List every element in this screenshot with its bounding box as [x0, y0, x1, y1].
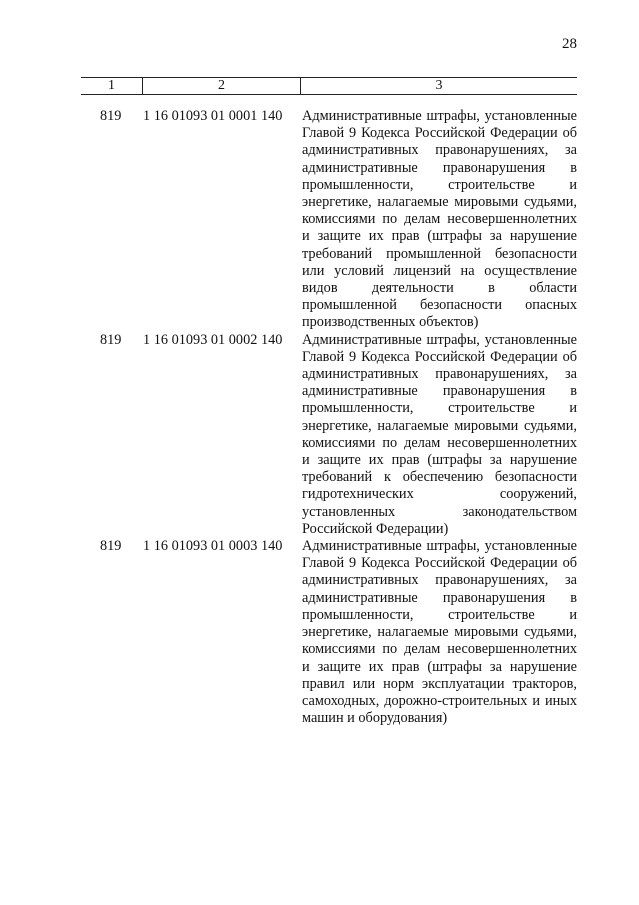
admin-code: 819 — [100, 331, 122, 348]
revenue-description: Административные штрафы, установленные Главой 9 Кодекса Российской Федерации об административных правонарушениях, за административные правонарушения в промышленности, строительстве и энергетике, налагаемые мировыми судьями, комиссиями по делам несовершеннолетних и защите их прав (штрафы за нарушение требований промышленной безопасности или условий лицензий на осуществление видов деятельности в области промышленной безопасности опасных производственных объектов) — [302, 108, 577, 331]
revenue-description: Административные штрафы, установленные Главой 9 Кодекса Российской Федерации об административных правонарушениях, за административные правонарушения в промышленности, строительстве и энергетике, налагаемые мировыми судьями, комиссиями по делам несовершеннолетних и защите их прав (штрафы за нарушение требований к обеспечению безопасности гидротехнических сооружений, установленных законодательством Российской Федерации) — [302, 331, 577, 537]
admin-code: 819 — [100, 108, 122, 124]
table-body — [81, 108, 577, 727]
budget-classification-code: 1 16 01093 01 0002 140 — [143, 331, 283, 348]
revenue-description: Административные штрафы, установленные Главой 9 Кодекса Российской Федерации об административных правонарушениях, за административные правонарушения в промышленности, строительстве и энергетике, налагаемые мировыми судьями, комиссиями по делам несовершеннолетних и защите их прав (штрафы за нарушение правил или норм эксплуатации тракторов, самоходных, дорожно-строительных и иных машин и оборудования) — [302, 538, 577, 727]
admin-code: 819 — [100, 538, 122, 555]
table-row — [81, 108, 577, 332]
budget-classification-code: 1 16 01093 01 0001 140 — [143, 108, 283, 124]
table-header — [81, 77, 577, 95]
header-col-3: 3 — [300, 78, 577, 94]
header-col-2: 2 — [142, 78, 300, 94]
page-number: 28 — [562, 36, 577, 52]
table-row — [81, 538, 577, 727]
table-row — [81, 332, 577, 538]
header-col-1: 1 — [108, 78, 115, 93]
budget-classification-code: 1 16 01093 01 0003 140 — [143, 538, 283, 555]
